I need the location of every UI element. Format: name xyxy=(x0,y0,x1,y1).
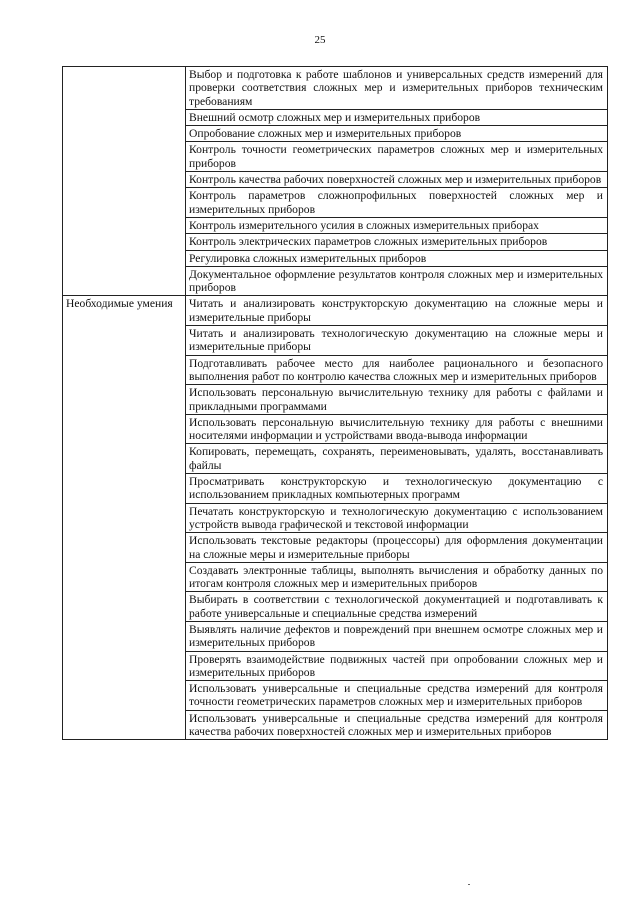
item-cell: Опробование сложных мер и измерительных приборов xyxy=(186,126,608,142)
item-cell: Проверять взаимодействие подвижных частей при опробовании сложных мер и измерительных приборов xyxy=(186,651,608,681)
item-cell: Выявлять наличие дефектов и повреждений при внешнем осмотре сложных мер и измерительных приборов xyxy=(186,621,608,651)
item-cell: Копировать, перемещать, сохранять, переименовывать, удалять, восстанавливать файлы xyxy=(186,444,608,474)
item-cell: Контроль электрических параметров сложных измерительных приборов xyxy=(186,234,608,250)
table-body xyxy=(63,67,608,740)
item-cell: Читать и анализировать технологическую документацию на сложные меры и измерительные приборы xyxy=(186,326,608,356)
item-cell: Контроль измерительного усилия в сложных измерительных приборах xyxy=(186,217,608,233)
scan-speck xyxy=(468,884,470,885)
page-number: 25 xyxy=(314,34,326,46)
item-cell: Выбирать в соответствии с технологической документацией и подготавливать к работе универсальные и специальные средства измерений xyxy=(186,592,608,622)
category-cell: Необходимые умения xyxy=(63,296,186,740)
item-cell: Внешний осмотр сложных мер и измерительных приборов xyxy=(186,109,608,125)
item-cell: Выбор и подготовка к работе шаблонов и универсальных средств измерений для проверки соответствия сложных мер и измерительных приборов техническим требованиям xyxy=(186,67,608,110)
category-cell xyxy=(63,67,186,296)
requirements-table xyxy=(62,66,608,740)
item-cell: Контроль параметров сложнопрофильных поверхностей сложных мер и измерительных приборов xyxy=(186,188,608,218)
item-cell: Использовать персональную вычислительную технику для работы с внешними носителями информации и устройствами ввода-вывода информации xyxy=(186,414,608,444)
item-cell: Использовать универсальные и специальные средства измерений для контроля качества рабочих поверхностей сложных мер и измерительных приборов xyxy=(186,710,608,740)
item-cell: Контроль качества рабочих поверхностей сложных мер и измерительных приборов xyxy=(186,172,608,188)
item-cell: Контроль точности геометрических параметров сложных мер и измерительных приборов xyxy=(186,142,608,172)
table-row xyxy=(63,296,608,326)
item-cell: Использовать текстовые редакторы (процессоры) для оформления документации на сложные меры и измерительные приборы xyxy=(186,533,608,563)
item-cell: Подготавливать рабочее место для наиболее рационального и безопасного выполнения работ по контролю качества сложных мер и измерительных приборов xyxy=(186,355,608,385)
item-cell: Просматривать конструкторскую и технологическую документацию с использованием прикладных компьютерных программ xyxy=(186,474,608,504)
item-cell: Печатать конструкторскую и технологическую документацию с использованием устройств вывода графической и текстовой информации xyxy=(186,503,608,533)
item-cell: Читать и анализировать конструкторскую документацию на сложные меры и измерительные приборы xyxy=(186,296,608,326)
item-cell: Использовать персональную вычислительную технику для работы с файлами и прикладными программами xyxy=(186,385,608,415)
table-row xyxy=(63,67,608,110)
item-cell: Создавать электронные таблицы, выполнять вычисления и обработку данных по итогам контроля сложных мер и измерительных приборов xyxy=(186,562,608,592)
item-cell: Использовать универсальные и специальные средства измерений для контроля точности геометрических параметров сложных мер и измерительных приборов xyxy=(186,681,608,711)
item-cell: Документальное оформление результатов контроля сложных мер и измерительных приборов xyxy=(186,266,608,296)
item-cell: Регулировка сложных измерительных приборов xyxy=(186,250,608,266)
